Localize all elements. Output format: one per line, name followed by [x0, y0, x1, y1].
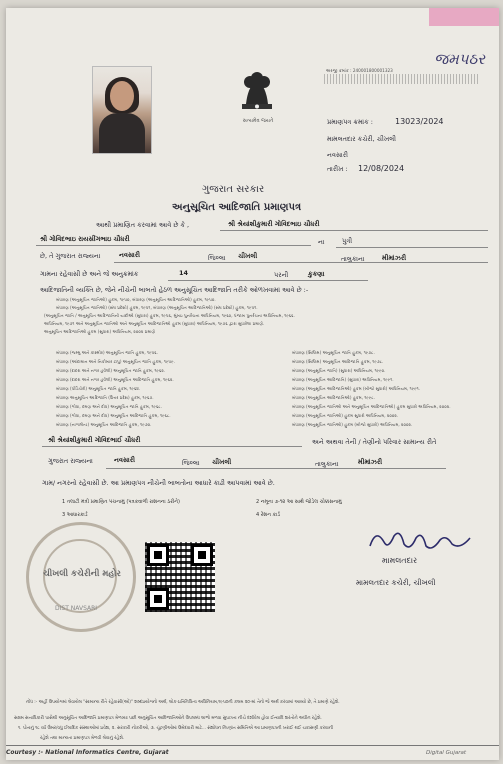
order-left-5: બંધારણ (પોંડિચેરી) અનુસૂચિત જાતિ હુકમ, ૧૯૬૪. [56, 386, 141, 391]
underline [114, 262, 488, 263]
order-left-7: બંધારણ (ગોવા, દમણ અને દીવ) અનુસૂચિત જાતિ હુકમ, ૧૯૬૮. [56, 404, 162, 409]
order-right-6: બંધારણ (અનુસૂચિત આદિજાતિઓ) હુકમ, ૧૯૯૮. [292, 395, 376, 400]
courtesy-text: Courtesy :- National Informatics Centre, Gujarat [6, 749, 169, 756]
certificate-title: અનુસૂચિત આદિજાતિ પ્રમાણપત્ર [172, 202, 302, 213]
basis-item-2: 2 નમૂના ૭-૧૨ આ સાથે જોડેલ ચોક્કસનામું [256, 499, 342, 505]
father-name: શ્રી ગોવિંદભાઇ રાયસીંગભાઇ ચૌધરી [40, 235, 130, 243]
order-left-1: બંધારણ (જમ્મુ અને કાશ્મીર) અનુસૂચિત જાતિ હુકમ, ૧૯૫૬. [56, 350, 158, 355]
date-label: તારીખ : [327, 165, 348, 173]
underline [36, 245, 311, 246]
order-right-4: બંધારણ (અનુસૂચિત આદિજાતિ) (સુધારા) અધિનિયમ, ૧૯૯૧. [292, 377, 394, 382]
fine-print-1: બંધારણ (અનુસૂચિત જાતિઓ) હુકમ, ૧૯૫૦, બંધારણ (અનુસૂચિત આદિજાતિઓ) હુકમ, ૧૯૫૦. [56, 297, 216, 302]
taluka-value-2: ચીખલી [212, 458, 232, 466]
cert-no-label: પ્રમાણપત્ર ક્રમાંક : [327, 118, 373, 126]
qr-code [145, 542, 215, 612]
signatory-office: મામલતદાર કચેરી, ચીખલી [356, 578, 436, 587]
applicant-name: શ્રી શ્રેયાંશીકુમારી ગોવિંદભાઇ ચૌધરી [228, 220, 320, 228]
applicant-photo [92, 66, 152, 154]
footer-note-2: સક્ષમ સત્તાધિકારી પાસેથી અનુસૂચિત આદિજાતિ પ્રમાણપત્ર મેળવ્યા પછી અનુસૂચિત આદિજાતિઓને ઉપલબ્ધ લાભો મળવા સુપાત્રતા નીચે દર્શાવેલ હોવા ઈત્યાદિ શરતોને અધીન રહેશે. [14, 716, 322, 721]
serial-text: ગામના રહેવાસી છે અને જે અનુક્રમાંક [40, 270, 139, 278]
serial-number: 14 [179, 269, 189, 277]
order-right-2: બંધારણ (સિક્કિમ) અનુસૂચિત આદિજાતિ હુકમ, ૧૯૭૮. [292, 359, 384, 364]
family-text: અને અથવા તેની / તેણીનો પરિવાર સામાન્ય રીતે [312, 438, 437, 446]
order-left-4: બંધારણ (દાદરા અને નગર હવેલી) અનુસૂચિત આદિજાતિ હુકમ, ૧૯૬૨. [56, 377, 174, 382]
basis-intro: ગામ/ નગરનો રહેવાસી છે. આ પ્રમાણપત્ર નીચેની બાબતોના આધારે કાઢી આપવામાં આવે છે. [42, 479, 275, 487]
serial-suffix: પરની [274, 271, 289, 279]
basis-item-4: 4 રેશન કાર્ડ [256, 512, 281, 518]
fine-print-5: અનુસૂચિત આદિજાતિઓ હુકમ (સુધારા) અધિનિયમ, ૨૦૦૨ પ્રમાણે [44, 329, 156, 334]
order-left-9: બંધારણ (નાગાલેન્ડ) અનુસૂચિત આદિજાતિ હુકમ, ૧૯૭૦. [56, 422, 152, 427]
district-value-2: નવસારી [114, 456, 135, 464]
district-value: નવસારી [119, 251, 140, 259]
state-text: ગુજરાત રાજ્યના [48, 457, 93, 465]
order-left-6: બંધારણ અનુસૂચિત આદિજાતિ (ઉત્તર પ્રદેશ) હુકમ, ૧૯૬૭. [56, 395, 154, 400]
applicant-name-repeat: શ્રી શ્રેયાંશીકુમારી ગોવિંદભાઈ ચૌધરી [48, 436, 141, 444]
footer-note-1: નોંધ :- અહીં ઉપયોગમાં લેવાયેલ "સામાન્ય રીતે રહેવાસી(ઓ)" શબ્દપ્રયોગનો અર્થ, લોક-પ્રતિનિધિત્વ અધિનિયમ,૧૯૫૦ની કલમ ૨૦-માં તેનો જે અર્થ કરવામાં આવ્યો છે, તે પ્રમાણે રહેશે. [26, 700, 340, 705]
basis-item-3: 3 આધારકાર્ડ [62, 512, 88, 518]
basis-item-1: 1 તલાટી મંત્રી પ્રમાણિત પંચનામું (પત્રકવાળી રાશનના ઠરીને) [62, 499, 180, 505]
fine-print-3: (અનુસૂચિત જાતિ / અનુસૂચિત આદિજાતિની યાદીઓ (સુધારા) હુકમ, ૧૯૫૬, મુંબઇ પુનર્રચના અધિનિયમ, ૧૯૬૦, પંજાબ પુનર્રચના અધિનિયમ, ૧૯૬૬. [44, 313, 295, 318]
district-label: જિલ્લા [208, 254, 226, 262]
certificate-page [6, 8, 499, 760]
order-right-7: બંધારણ (અનુસૂચિત જાતિઓ અને અનુસૂચિત આદિજાતિઓ) હુકમ સુધારો અધિનિયમ, ૨૦૦૨. [292, 404, 451, 409]
order-right-1: બંધારણ (સિક્કિમ) અનુસૂચિત જાતિ હુકમ, ૧૯૭૮. [292, 350, 375, 355]
application-number: અરજી ક્રમાંક : 240001800001323 [326, 68, 393, 73]
underline [168, 280, 368, 281]
fine-print-4: અધિનિયમ, ૧૯૭૧ અને અનુસૂચિત જાતિઓ અને અનુસૂચિત આદિજાતિઓ હુકમ (સુધારા) અધિનિયમ, ૧૯૭૬ દ્વારા સુધારેલા પ્રમાણે. [44, 321, 265, 326]
barcode [324, 74, 480, 84]
office-district: નવસારી [327, 151, 348, 159]
order-left-2: બંધારણ (આંદામાન અને નિકોબાર ટાપુ) અનુસૂચિત જાતિ હુકમ, ૧૯૫૯. [56, 359, 175, 364]
office-name: મામલતદાર કચેરી, ચીખલી [327, 135, 396, 143]
state-emblem-icon [236, 66, 278, 118]
underline [106, 468, 446, 469]
residence-text: છે, તે ગુજરાત રાજ્યના [40, 252, 101, 260]
digital-gujarat-text: Digital Gujarat [426, 750, 467, 756]
issue-date: 12/08/2024 [358, 164, 405, 173]
seal-ring-text: DIST NAVSARI [55, 605, 98, 612]
intro-text: આથી પ્રમાણિત કરવામાં આવે છે કે , [96, 221, 190, 229]
order-right-8: બંધારણ (અનુસૂચિત જાતિઓ) હુકમ સુધારો અધિનિયમ, ૨૦૦૨. [292, 413, 399, 418]
underline [336, 247, 488, 248]
footer-note-4: રહેશે તથા માન્યતા પ્રમાણપત્ર મેળવી લેવાનું રહેશે. [40, 736, 125, 741]
village-value: મીમાંઝરી [382, 254, 407, 262]
cert-no: 13023/2024 [395, 117, 444, 126]
fine-print-2: બંધારણ (અનુસૂચિત જાતિઓ) (સંઘ પ્રદેશો) હુકમ, ૧૯૫૧, બંધારણ (અનુસૂચિત આદિજાતિઓ) (સંઘ પ્રદેશો) હુકમ, ૧૯૫૧. [56, 305, 258, 310]
background-fabric [429, 8, 499, 26]
taluka-label: તાલુકાના [341, 255, 365, 263]
office-seal [26, 522, 136, 632]
order-right-9: બંધારણ (અનુસૂચિત જાતિઓ) હુકમ (બીજો સુધારો) અધિનિયમ, ૨૦૦૨. [292, 422, 413, 427]
government-title: ગુજરાત સરકાર [202, 184, 265, 195]
order-right-3: બંધારણ (અનુસૂચિત જાતિ) (સુધારા) અધિનિયમ, ૧૯૯૦. [292, 368, 386, 373]
village-value-2: મીમાંઝરી [358, 458, 383, 466]
district-label-2: જિલ્લા [182, 459, 200, 467]
handwritten-note: જમપઠર [433, 50, 485, 68]
underline [220, 230, 488, 231]
taluka-value: ચીખલી [238, 252, 258, 260]
taluka-label-2: તાલુકાના [315, 460, 339, 468]
emblem-caption: સત્યમેવ જયતે [242, 118, 274, 124]
tribe-name: કુકણા [308, 270, 325, 278]
order-left-8: બંધારણ (ગોવા, દમણ અને દીવ) અનુસૂચિત આદિજાતિ હુકમ, ૧૯૬૮. [56, 413, 171, 418]
order-left-3: બંધારણ (દાદરા અને નગર હવેલી) અનુસૂચિત જાતિ હુકમ, ૧૯૬૨. [56, 368, 166, 373]
signatory-designation: મામલતદાર [382, 556, 418, 565]
relation: પુત્રી [342, 237, 353, 245]
seal-text: ચીખલી કચેરીની મહોર [43, 569, 121, 579]
order-right-5: બંધારણ (અનુસૂચિત આદિજાતિઓ) હુકમ (બીજો સુધારો) અધિનિયમ, ૧૯૯૧. [292, 386, 421, 391]
underline [42, 446, 302, 447]
tribe-recognition-text: આદિજાતિની વ્યક્તિ છે, જેને નીચેની બાબતો હેઠળ અનુસૂચિત આદિજાતિ તરીકે ઓળખવામાં આવે છે :- [40, 286, 309, 294]
signature [366, 524, 476, 560]
footer-note-3: ૧. પોતાનું ૧૮ વર્ષ ઉંમર/વધુ ઈલાદિક સંસ્થાઓમાં પ્રવેશ, ૨. સરકારી નોકરીઓ, ૩. ચૂંટણીઓમાં ઉમેદવારી માટે... સંશોધન નિષ્ણાંત સમિતિએ આ પ્રમાણપત્રની ખરાઈ થઈ ચકાસણી કરવાની [18, 726, 334, 731]
relation-connector: ના [318, 238, 325, 246]
